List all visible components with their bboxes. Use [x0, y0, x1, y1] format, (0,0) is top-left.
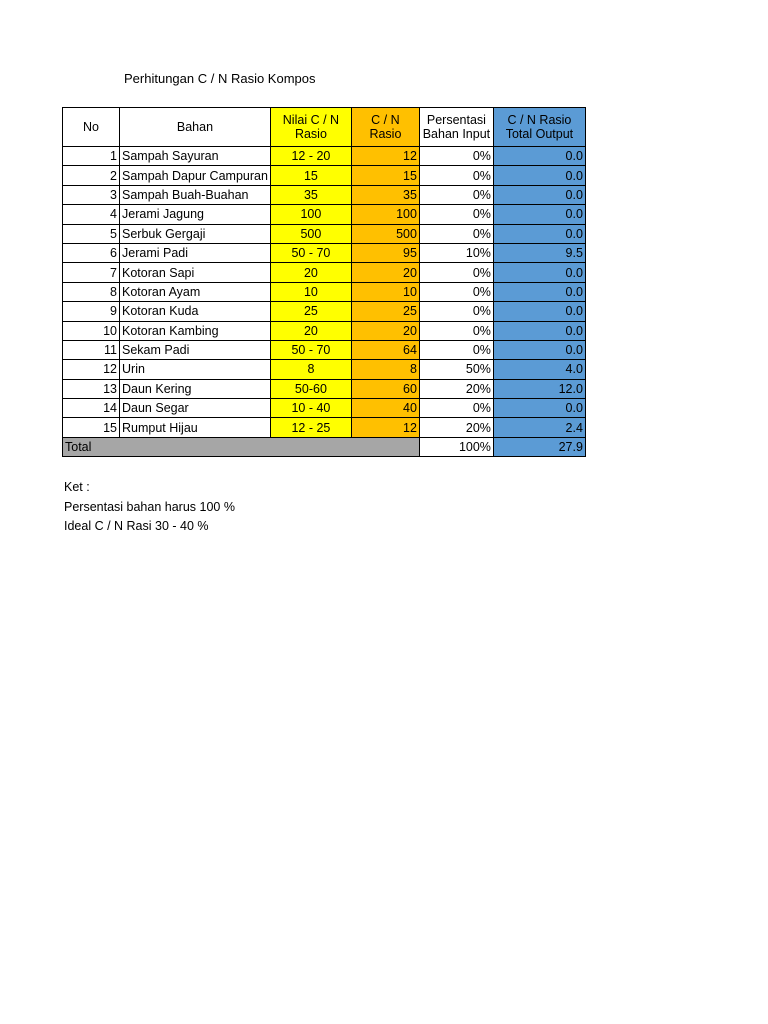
- cell-output[interactable]: 12.0: [493, 379, 585, 398]
- cell-nilai[interactable]: 50-60: [270, 379, 351, 398]
- cell-persentasi[interactable]: 0%: [419, 263, 493, 282]
- cell-cn[interactable]: 12: [351, 147, 419, 166]
- table-row: [63, 166, 586, 185]
- cell-output[interactable]: 0.0: [493, 263, 585, 282]
- cell-cn[interactable]: 64: [351, 340, 419, 359]
- cell-cn[interactable]: 40: [351, 399, 419, 418]
- cell-bahan[interactable]: Rumput Hijau: [120, 418, 271, 437]
- cell-nilai[interactable]: 8: [270, 360, 351, 379]
- cell-persentasi[interactable]: 20%: [419, 418, 493, 437]
- cn-ratio-table: [62, 107, 586, 457]
- cell-persentasi[interactable]: 0%: [419, 185, 493, 204]
- table-row: [63, 418, 586, 437]
- cell-nilai[interactable]: 20: [270, 263, 351, 282]
- cell-output[interactable]: 0.0: [493, 282, 585, 301]
- total-label: Total: [63, 437, 420, 456]
- cell-no[interactable]: 11: [63, 340, 120, 359]
- header-output-line2: Total Output: [505, 127, 574, 141]
- cell-cn[interactable]: 10: [351, 282, 419, 301]
- cell-bahan[interactable]: Jerami Padi: [120, 243, 271, 262]
- table-row: [63, 379, 586, 398]
- cell-bahan[interactable]: Sampah Dapur Campuran: [120, 166, 271, 185]
- header-nilai-line2: Rasio: [294, 127, 327, 141]
- cell-persentasi[interactable]: 0%: [419, 224, 493, 243]
- cell-bahan[interactable]: Kotoran Sapi: [120, 263, 271, 282]
- cell-persentasi[interactable]: 0%: [419, 399, 493, 418]
- cell-bahan[interactable]: Sampah Sayuran: [120, 147, 271, 166]
- cell-no[interactable]: 13: [63, 379, 120, 398]
- cell-persentasi[interactable]: 0%: [419, 282, 493, 301]
- cell-bahan[interactable]: Kotoran Ayam: [120, 282, 271, 301]
- cell-bahan[interactable]: Daun Segar: [120, 399, 271, 418]
- cell-no[interactable]: 14: [63, 399, 120, 418]
- cell-cn[interactable]: 35: [351, 185, 419, 204]
- cell-persentasi[interactable]: 0%: [419, 147, 493, 166]
- table-row: [63, 263, 586, 282]
- cell-output[interactable]: 0.0: [493, 302, 585, 321]
- total-row: [63, 437, 586, 456]
- cell-persentasi[interactable]: 50%: [419, 360, 493, 379]
- cell-no[interactable]: 10: [63, 321, 120, 340]
- cell-cn[interactable]: 12: [351, 418, 419, 437]
- notes-line1: Persentasi bahan harus 100 %: [64, 499, 235, 514]
- cell-persentasi[interactable]: 0%: [419, 302, 493, 321]
- notes: [64, 478, 235, 537]
- total-output[interactable]: 27.9: [493, 437, 585, 456]
- cell-no[interactable]: 3: [63, 185, 120, 204]
- table-row: [63, 399, 586, 418]
- table-header-row: [63, 108, 586, 147]
- sheet-title: Perhitungan C / N Rasio Kompos: [124, 71, 316, 86]
- header-nilai-line1: Nilai C / N: [282, 113, 340, 127]
- cell-persentasi[interactable]: 0%: [419, 340, 493, 359]
- cell-nilai[interactable]: 10 - 40: [270, 399, 351, 418]
- table-row: [63, 185, 586, 204]
- cell-output[interactable]: 0.0: [493, 147, 585, 166]
- cell-output[interactable]: 2.4: [493, 418, 585, 437]
- cell-nilai[interactable]: 15: [270, 166, 351, 185]
- cell-no[interactable]: 8: [63, 282, 120, 301]
- header-nilai: [270, 108, 351, 147]
- cell-cn[interactable]: 8: [351, 360, 419, 379]
- table-row: [63, 224, 586, 243]
- cell-output[interactable]: 0.0: [493, 224, 585, 243]
- cell-no[interactable]: 6: [63, 243, 120, 262]
- table-row: [63, 147, 586, 166]
- cell-bahan[interactable]: Sekam Padi: [120, 340, 271, 359]
- cell-bahan[interactable]: Sampah Buah-Buahan: [120, 185, 271, 204]
- cell-nilai[interactable]: 35: [270, 185, 351, 204]
- cell-nilai[interactable]: 50 - 70: [270, 243, 351, 262]
- table-row: [63, 243, 586, 262]
- cell-output[interactable]: 0.0: [493, 205, 585, 224]
- table-row: [63, 302, 586, 321]
- cell-bahan[interactable]: Kotoran Kambing: [120, 321, 271, 340]
- header-output-line1: C / N Rasio: [507, 113, 572, 127]
- cell-nilai[interactable]: 12 - 20: [270, 147, 351, 166]
- table-row: [63, 205, 586, 224]
- header-no: No: [63, 108, 120, 147]
- cell-no[interactable]: 9: [63, 302, 120, 321]
- cell-persentasi[interactable]: 0%: [419, 321, 493, 340]
- cell-nilai[interactable]: 20: [270, 321, 351, 340]
- cell-persentasi[interactable]: 10%: [419, 243, 493, 262]
- cell-no[interactable]: 2: [63, 166, 120, 185]
- cell-nilai[interactable]: 100: [270, 205, 351, 224]
- cell-cn[interactable]: 100: [351, 205, 419, 224]
- cell-no[interactable]: 12: [63, 360, 120, 379]
- header-persentasi: [419, 108, 493, 147]
- cell-output[interactable]: 0.0: [493, 321, 585, 340]
- cell-output[interactable]: 0.0: [493, 340, 585, 359]
- total-persentasi[interactable]: 100%: [419, 437, 493, 456]
- cell-persentasi[interactable]: 20%: [419, 379, 493, 398]
- notes-line2: Ideal C / N Rasi 30 - 40 %: [64, 519, 209, 533]
- cell-cn[interactable]: 20: [351, 321, 419, 340]
- cell-nilai[interactable]: 500: [270, 224, 351, 243]
- cell-cn[interactable]: 20: [351, 263, 419, 282]
- cell-no[interactable]: 7: [63, 263, 120, 282]
- header-bahan: Bahan: [120, 108, 271, 147]
- cell-cn[interactable]: 15: [351, 166, 419, 185]
- cell-bahan[interactable]: Serbuk Gergaji: [120, 224, 271, 243]
- cell-nilai[interactable]: 25: [270, 302, 351, 321]
- cell-nilai[interactable]: 50 - 70: [270, 340, 351, 359]
- cell-output[interactable]: 4.0: [493, 360, 585, 379]
- cell-persentasi[interactable]: 0%: [419, 166, 493, 185]
- cell-cn[interactable]: 60: [351, 379, 419, 398]
- table-row: [63, 282, 586, 301]
- cell-no[interactable]: 4: [63, 205, 120, 224]
- header-output: [493, 108, 585, 147]
- cell-nilai[interactable]: 10: [270, 282, 351, 301]
- header-persentasi-line1: Persentasi: [426, 113, 486, 127]
- cell-output[interactable]: 9.5: [493, 243, 585, 262]
- table-row: [63, 360, 586, 379]
- table-row: [63, 321, 586, 340]
- notes-ket: Ket :: [64, 480, 90, 494]
- cell-no[interactable]: 15: [63, 418, 120, 437]
- cell-cn[interactable]: 25: [351, 302, 419, 321]
- cell-output[interactable]: 0.0: [493, 399, 585, 418]
- cell-bahan[interactable]: Daun Kering: [120, 379, 271, 398]
- cell-bahan[interactable]: Kotoran Kuda: [120, 302, 271, 321]
- cell-cn[interactable]: 500: [351, 224, 419, 243]
- cell-persentasi[interactable]: 0%: [419, 205, 493, 224]
- cell-output[interactable]: 0.0: [493, 185, 585, 204]
- header-persentasi-line2: Bahan Input: [422, 127, 491, 141]
- cell-nilai[interactable]: 12 - 25: [270, 418, 351, 437]
- cell-output[interactable]: 0.0: [493, 166, 585, 185]
- cell-no[interactable]: 1: [63, 147, 120, 166]
- cell-no[interactable]: 5: [63, 224, 120, 243]
- cell-bahan[interactable]: Urin: [120, 360, 271, 379]
- table-row: [63, 340, 586, 359]
- header-cn: C / N Rasio: [351, 108, 419, 147]
- cell-bahan[interactable]: Jerami Jagung: [120, 205, 271, 224]
- cell-cn[interactable]: 95: [351, 243, 419, 262]
